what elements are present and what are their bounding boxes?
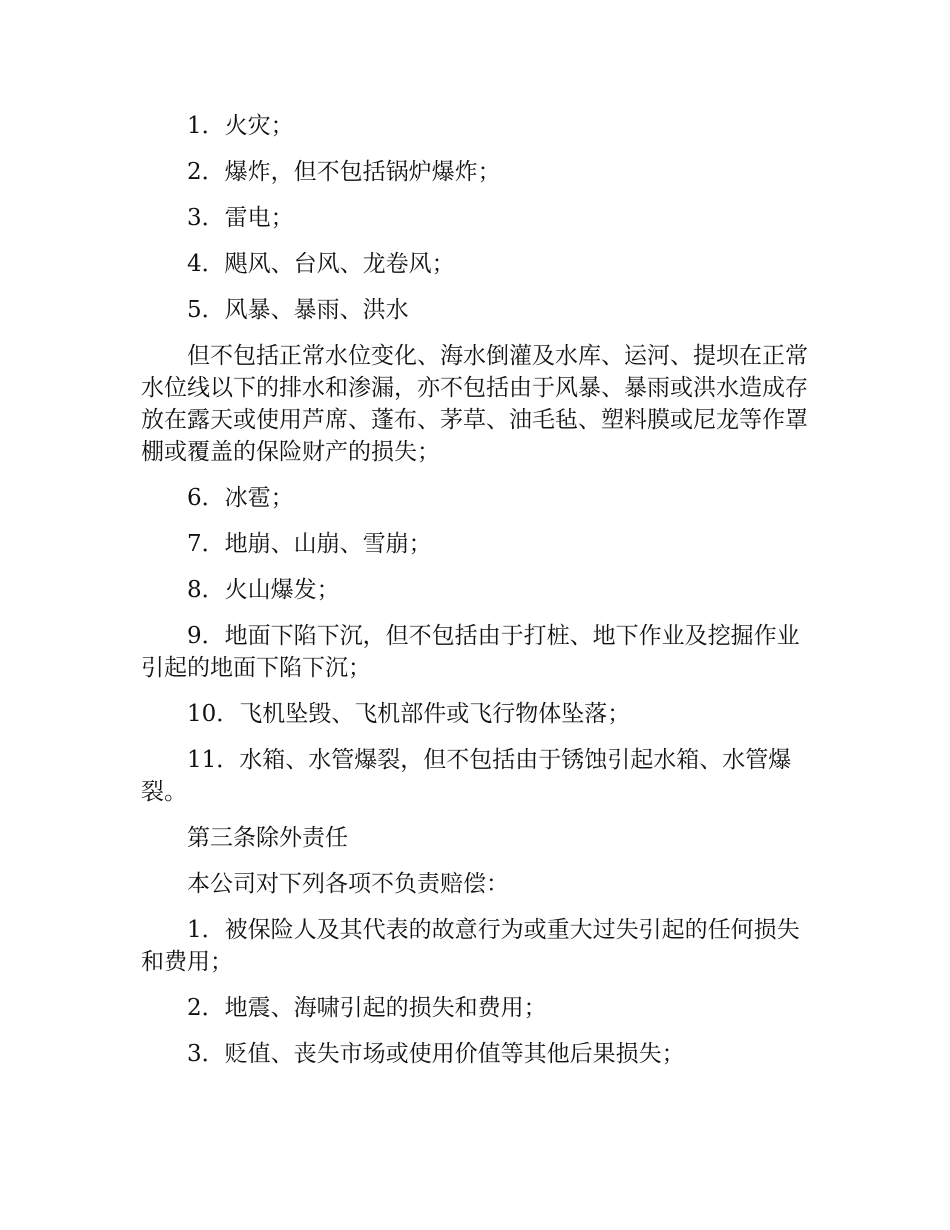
list-item-subsidence: 9．地面下陷下沉，但不包括由于打桩、地下作业及挖掘作业引起的地面下陷下沉； bbox=[141, 623, 800, 681]
section-heading-exclusions: 第三条除外责任 bbox=[187, 825, 348, 851]
document-body bbox=[141, 110, 811, 1084]
exclusions-intro: 本公司对下列各项不负责赔偿： bbox=[187, 871, 509, 897]
list-item-storm-flood: 5．风暴、暴雨、洪水 bbox=[187, 297, 409, 323]
list-item-lightning: 3．雷电； bbox=[187, 205, 294, 231]
list-item-hail: 6．冰雹； bbox=[187, 485, 294, 511]
list-item-volcano: 8．火山爆发； bbox=[187, 577, 340, 603]
exclusion-item-earthquake: 2．地震、海啸引起的损失和费用； bbox=[187, 995, 547, 1021]
list-item-explosion: 2．爆炸，但不包括锅炉爆炸； bbox=[187, 159, 501, 185]
list-item-hurricane: 4．飓风、台风、龙卷风； bbox=[187, 251, 455, 277]
exclusion-item-depreciation: 3．贬值、丧失市场或使用价值等其他后果损失； bbox=[187, 1041, 685, 1067]
list-item-landslide: 7．地崩、山崩、雪崩； bbox=[187, 531, 432, 557]
list-item-aircraft: 10．飞机坠毁、飞机部件或飞行物体坠落； bbox=[187, 701, 631, 727]
exclusion-item-intentional: 1．被保险人及其代表的故意行为或重大过失引起的任何损失和费用； bbox=[141, 917, 800, 975]
flood-exclusion-paragraph: 但不包括正常水位变化、海水倒灌及水库、运河、提坝在正常水位线以下的排水和渗漏，亦不包括由于风暴、暴雨或洪水造成存放在露天或使用芦席、蓬布、茅草、油毛毡、塑料膜或尼龙等作罩棚或覆盖的保险财产的损失； bbox=[141, 343, 808, 465]
list-item-water-tank: 11．水箱、水管爆裂，但不包括由于锈蚀引起水箱、水管爆裂。 bbox=[141, 747, 792, 805]
list-item-fire: 1．火灾； bbox=[187, 113, 294, 139]
